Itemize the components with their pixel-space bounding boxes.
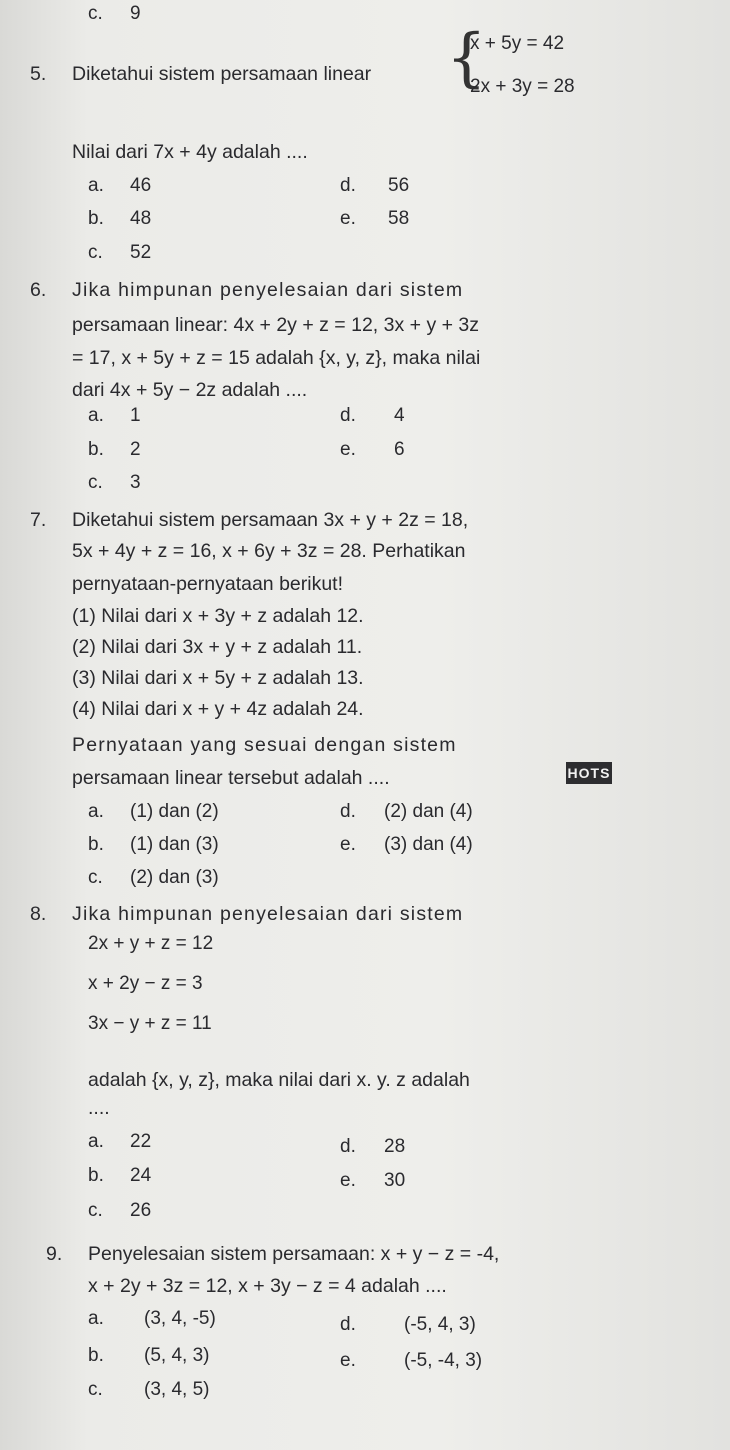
q8-option-c-key[interactable]: c. — [88, 1200, 103, 1221]
q9-option-d-key[interactable]: d. — [340, 1314, 356, 1335]
q6-line-4: dari 4x + 5y − 2z adalah .... — [72, 379, 308, 401]
q6-line-1: Jika himpunan penyelesaian dari sistem — [72, 279, 464, 301]
q8-option-d-key[interactable]: d. — [340, 1136, 356, 1157]
q9-line-1: Penyelesaian sistem persamaan: x + y − z = -4, — [88, 1243, 500, 1265]
q6-option-b-value[interactable]: 2 — [130, 439, 141, 460]
q7-option-b-key[interactable]: b. — [88, 834, 104, 855]
q7-option-d-value[interactable]: (2) dan (4) — [384, 801, 473, 822]
q6-number: 6. — [30, 279, 47, 301]
q5-equation-2: 2x + 3y = 28 — [470, 76, 575, 97]
q6-line-3: = 17, x + 5y + z = 15 adalah {x, y, z}, maka nilai — [72, 347, 481, 369]
q9-option-b-key[interactable]: b. — [88, 1345, 104, 1366]
q7-line-3: pernyataan-pernyataan berikut! — [72, 573, 344, 595]
q7-statement-4: (4) Nilai dari x + y + 4z adalah 24. — [72, 698, 364, 720]
q8-option-e-value[interactable]: 30 — [384, 1170, 406, 1191]
q5-option-d-value[interactable]: 56 — [388, 175, 410, 196]
q7-option-b-value[interactable]: (1) dan (3) — [130, 834, 219, 855]
q5-brace: { — [446, 21, 487, 95]
q8-line-2: adalah {x, y, z}, maka nilai dari x. y. z adalah — [88, 1069, 470, 1091]
q8-equation-1: 2x + y + z = 12 — [88, 933, 214, 954]
q7-option-c-value[interactable]: (2) dan (3) — [130, 867, 219, 888]
q7-option-a-key[interactable]: a. — [88, 801, 104, 822]
q9-option-c-value[interactable]: (3, 4, 5) — [144, 1379, 210, 1400]
q4-option-c-key: c. — [88, 3, 103, 24]
q9-line-2: x + 2y + 3z = 12, x + 3y − z = 4 adalah .... — [88, 1275, 447, 1297]
q7-statement-1: (1) Nilai dari x + 3y + z adalah 12. — [72, 605, 364, 627]
q9-option-e-key[interactable]: e. — [340, 1350, 356, 1371]
q7-option-c-key[interactable]: c. — [88, 867, 103, 888]
q8-option-c-value[interactable]: 26 — [130, 1200, 152, 1221]
q6-option-c-value[interactable]: 3 — [130, 472, 141, 493]
q9-option-c-key[interactable]: c. — [88, 1379, 103, 1400]
q5-stem: Diketahui sistem persamaan linear — [72, 63, 372, 85]
q8-line-1: Jika himpunan penyelesaian dari sistem — [72, 903, 464, 925]
q8-option-d-value[interactable]: 28 — [384, 1136, 406, 1157]
q8-equation-2: x + 2y − z = 3 — [88, 973, 203, 994]
q9-number: 9. — [46, 1243, 63, 1265]
q8-number: 8. — [30, 903, 47, 925]
q6-option-a-key[interactable]: a. — [88, 405, 104, 426]
q7-number: 7. — [30, 509, 47, 531]
q4-option-c-value: 9 — [130, 3, 141, 24]
q5-option-e-value[interactable]: 58 — [388, 208, 410, 229]
q5-option-a-value[interactable]: 46 — [130, 175, 152, 196]
q7-option-d-key[interactable]: d. — [340, 801, 356, 822]
q5-option-b-key[interactable]: b. — [88, 208, 104, 229]
q6-option-d-key[interactable]: d. — [340, 405, 356, 426]
q7-option-e-key[interactable]: e. — [340, 834, 356, 855]
q6-option-d-value[interactable]: 4 — [394, 405, 405, 426]
q7-line-2: 5x + 4y + z = 16, x + 6y + 3z = 28. Perhatikan — [72, 540, 466, 562]
q5-equation-1: x + 5y = 42 — [470, 33, 565, 54]
q5-option-c-value[interactable]: 52 — [130, 242, 152, 263]
q8-equation-3: 3x − y + z = 11 — [88, 1013, 212, 1034]
q6-option-e-value[interactable]: 6 — [394, 439, 405, 460]
q5-option-c-key[interactable]: c. — [88, 242, 103, 263]
q8-option-b-key[interactable]: b. — [88, 1165, 104, 1186]
q7-option-e-value[interactable]: (3) dan (4) — [384, 834, 473, 855]
q8-option-b-value[interactable]: 24 — [130, 1165, 152, 1186]
q7-statement-3: (3) Nilai dari x + 5y + z adalah 13. — [72, 667, 364, 689]
q6-option-e-key[interactable]: e. — [340, 439, 356, 460]
q7-option-a-value[interactable]: (1) dan (2) — [130, 801, 219, 822]
q5-option-d-key[interactable]: d. — [340, 175, 356, 196]
q8-option-e-key[interactable]: e. — [340, 1170, 356, 1191]
q7-statement-2: (2) Nilai dari 3x + y + z adalah 11. — [72, 636, 363, 658]
q6-option-b-key[interactable]: b. — [88, 439, 104, 460]
q9-option-e-value[interactable]: (-5, -4, 3) — [404, 1350, 483, 1371]
q8-option-a-value[interactable]: 22 — [130, 1131, 152, 1152]
q6-option-c-key[interactable]: c. — [88, 472, 103, 493]
q7-line-1: Diketahui sistem persamaan 3x + y + 2z = 18, — [72, 509, 469, 531]
q9-option-a-value[interactable]: (3, 4, -5) — [144, 1308, 216, 1329]
q5-option-e-key[interactable]: e. — [340, 208, 356, 229]
q5-option-a-key[interactable]: a. — [88, 175, 104, 196]
q6-line-2: persamaan linear: 4x + 2y + z = 12, 3x + y + 3z — [72, 314, 480, 336]
q7-line-4: Pernyataan yang sesuai dengan sistem — [72, 734, 457, 756]
q5-question: Nilai dari 7x + 4y adalah .... — [72, 141, 308, 163]
q6-option-a-value[interactable]: 1 — [130, 405, 141, 426]
q5-number: 5. — [30, 63, 47, 85]
q7-line-5: persamaan linear tersebut adalah .... — [72, 767, 390, 789]
q8-line-3: .... — [88, 1097, 110, 1119]
q8-option-a-key[interactable]: a. — [88, 1131, 104, 1152]
hots-badge: HOTS — [566, 762, 612, 784]
q9-option-d-value[interactable]: (-5, 4, 3) — [404, 1314, 476, 1335]
q9-option-b-value[interactable]: (5, 4, 3) — [144, 1345, 210, 1366]
q9-option-a-key[interactable]: a. — [88, 1308, 104, 1329]
q5-option-b-value[interactable]: 48 — [130, 208, 152, 229]
